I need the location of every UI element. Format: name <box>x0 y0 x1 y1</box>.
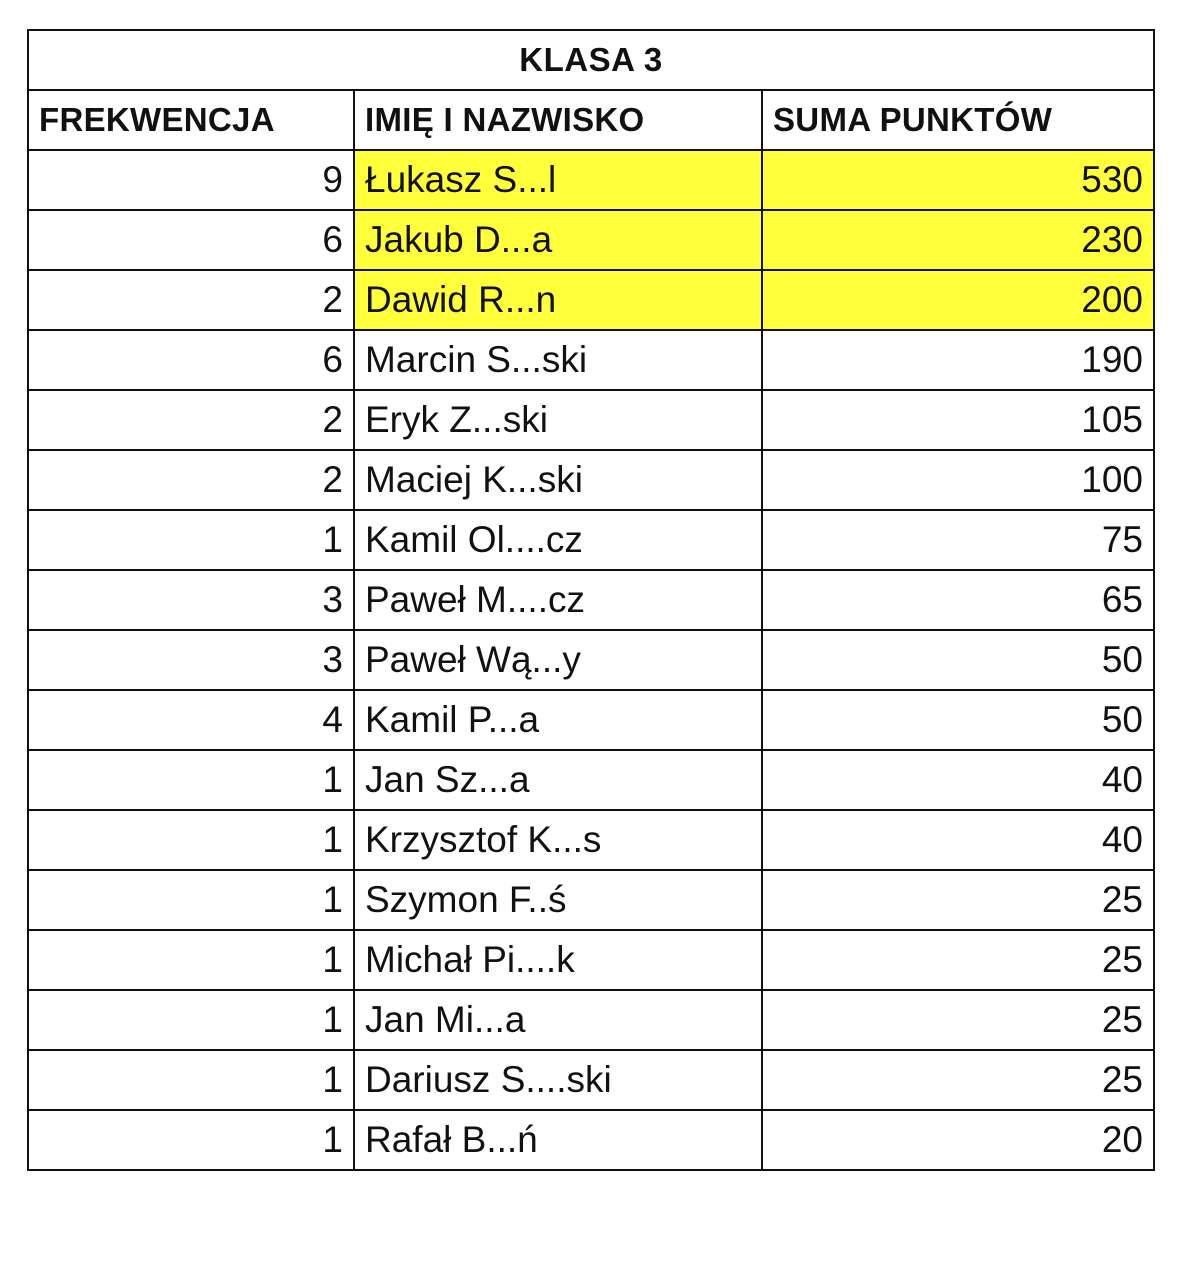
table-row <box>28 150 1154 210</box>
table-row <box>28 690 1154 750</box>
name-cell: Krzysztof K...s <box>354 810 762 870</box>
points-cell: 25 <box>762 930 1154 990</box>
table-row <box>28 330 1154 390</box>
name-cell: Szymon F..ś <box>354 870 762 930</box>
frequency-cell: 1 <box>28 990 354 1050</box>
table-row <box>28 1110 1154 1170</box>
frequency-cell: 1 <box>28 810 354 870</box>
points-cell: 25 <box>762 1050 1154 1110</box>
points-cell: 50 <box>762 630 1154 690</box>
points-cell: 230 <box>762 210 1154 270</box>
points-cell: 40 <box>762 750 1154 810</box>
name-cell: Marcin S...ski <box>354 330 762 390</box>
header-points: SUMA PUNKTÓW <box>762 90 1154 150</box>
table-title: KLASA 3 <box>28 30 1154 90</box>
frequency-cell: 9 <box>28 150 354 210</box>
points-cell: 530 <box>762 150 1154 210</box>
points-cell: 190 <box>762 330 1154 390</box>
points-cell: 25 <box>762 990 1154 1050</box>
points-cell: 100 <box>762 450 1154 510</box>
points-cell: 200 <box>762 270 1154 330</box>
frequency-cell: 1 <box>28 750 354 810</box>
table-row <box>28 390 1154 450</box>
name-cell: Łukasz S...l <box>354 150 762 210</box>
table-row <box>28 270 1154 330</box>
frequency-cell: 3 <box>28 630 354 690</box>
points-cell: 25 <box>762 870 1154 930</box>
table-row <box>28 450 1154 510</box>
points-cell: 40 <box>762 810 1154 870</box>
results-table <box>27 29 1155 1171</box>
name-cell: Jan Mi...a <box>354 990 762 1050</box>
frequency-cell: 1 <box>28 1050 354 1110</box>
table-row <box>28 990 1154 1050</box>
frequency-cell: 4 <box>28 690 354 750</box>
table-row <box>28 630 1154 690</box>
frequency-cell: 2 <box>28 450 354 510</box>
frequency-cell: 6 <box>28 210 354 270</box>
name-cell: Kamil P...a <box>354 690 762 750</box>
header-row <box>28 90 1154 150</box>
name-cell: Michał Pi....k <box>354 930 762 990</box>
name-cell: Maciej K...ski <box>354 450 762 510</box>
name-cell: Paweł M....cz <box>354 570 762 630</box>
table-row <box>28 510 1154 570</box>
table-row <box>28 810 1154 870</box>
name-cell: Eryk Z...ski <box>354 390 762 450</box>
points-cell: 50 <box>762 690 1154 750</box>
table-row <box>28 210 1154 270</box>
title-row <box>28 30 1154 90</box>
frequency-cell: 1 <box>28 510 354 570</box>
header-frequency: FREKWENCJA <box>28 90 354 150</box>
name-cell: Paweł Wą...y <box>354 630 762 690</box>
name-cell: Rafał B...ń <box>354 1110 762 1170</box>
frequency-cell: 1 <box>28 930 354 990</box>
points-cell: 105 <box>762 390 1154 450</box>
points-cell: 75 <box>762 510 1154 570</box>
name-cell: Kamil Ol....cz <box>354 510 762 570</box>
frequency-cell: 2 <box>28 390 354 450</box>
frequency-cell: 6 <box>28 330 354 390</box>
table-row <box>28 930 1154 990</box>
table-row <box>28 570 1154 630</box>
frequency-cell: 1 <box>28 1110 354 1170</box>
frequency-cell: 3 <box>28 570 354 630</box>
name-cell: Jakub D...a <box>354 210 762 270</box>
name-cell: Jan Sz...a <box>354 750 762 810</box>
table-row <box>28 1050 1154 1110</box>
frequency-cell: 2 <box>28 270 354 330</box>
table-row <box>28 870 1154 930</box>
points-cell: 65 <box>762 570 1154 630</box>
name-cell: Dawid R...n <box>354 270 762 330</box>
header-name: IMIĘ I NAZWISKO <box>354 90 762 150</box>
frequency-cell: 1 <box>28 870 354 930</box>
table-body <box>28 150 1154 1170</box>
points-cell: 20 <box>762 1110 1154 1170</box>
name-cell: Dariusz S....ski <box>354 1050 762 1110</box>
table-row <box>28 750 1154 810</box>
